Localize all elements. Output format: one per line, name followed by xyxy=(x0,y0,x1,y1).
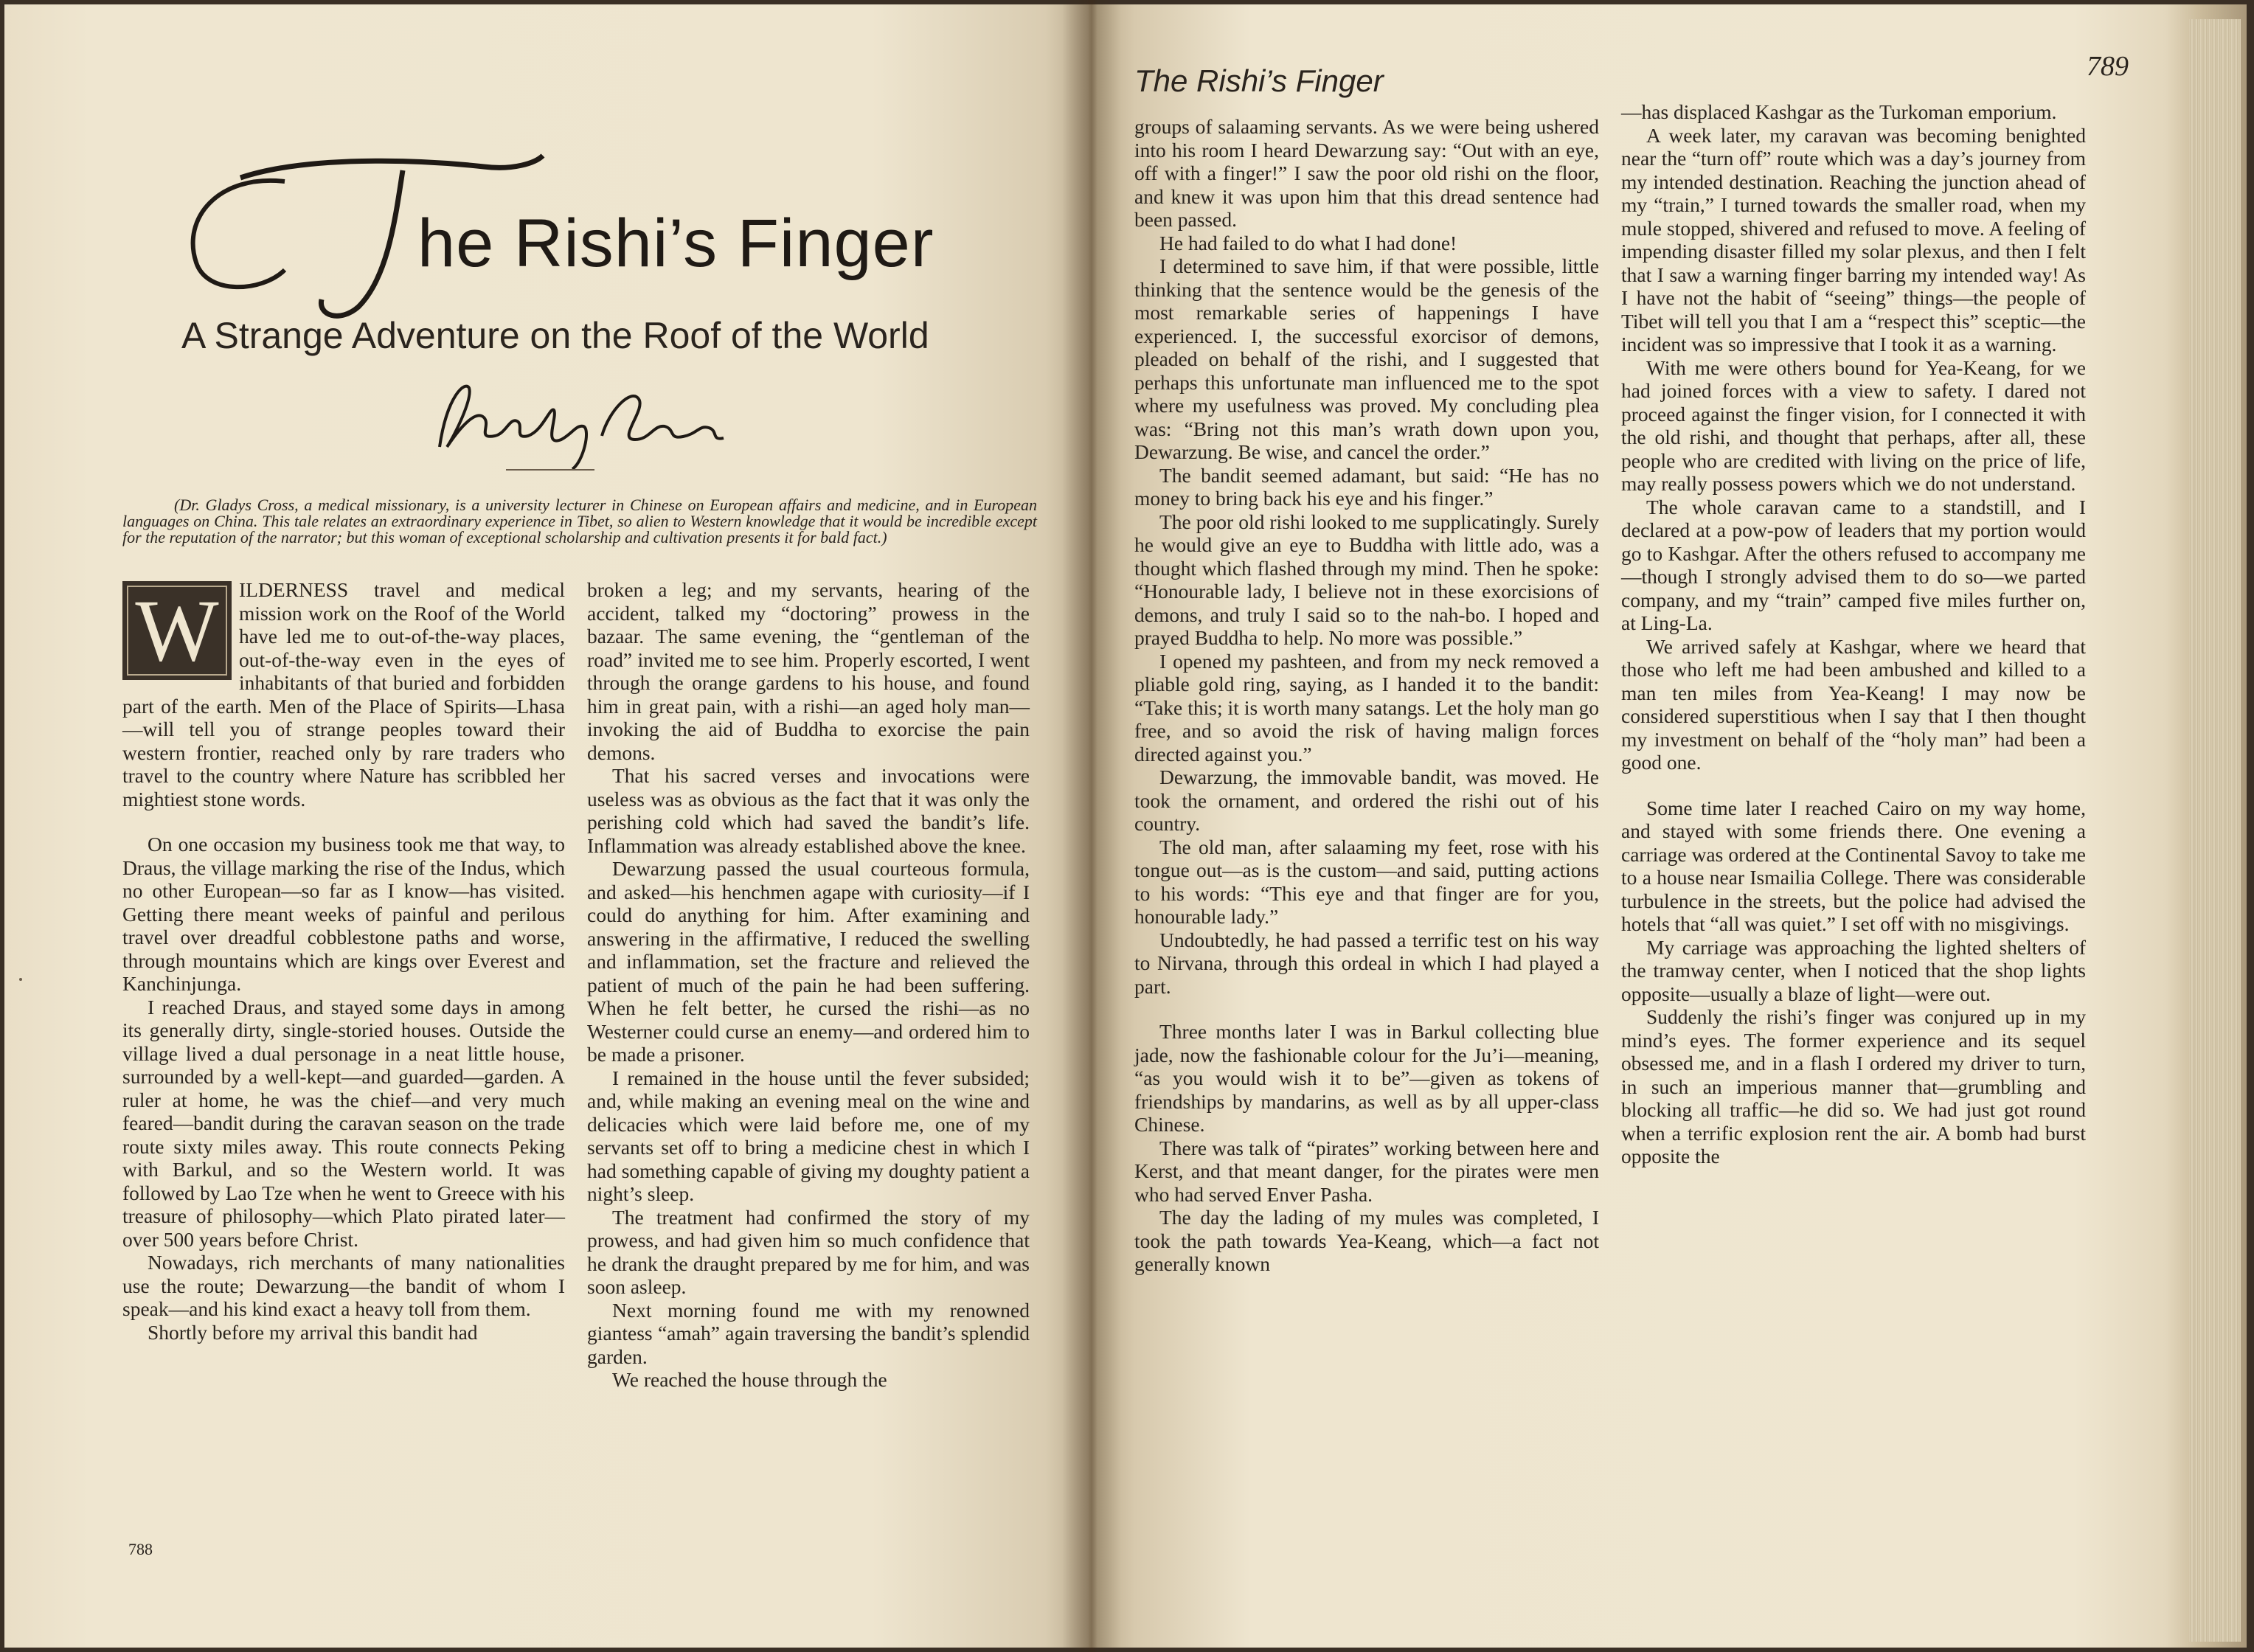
paragraph: On one occasion my business took me that way, to Draus, the village marking the rise of the Indus, which no other European—so far as I know—has visited. Getting there meant weeks of painful and perilous travel over dreadful cobblestone paths and worse, through mountains which are kings over Everest and Kanchinjunga. xyxy=(122,833,565,995)
page-speck xyxy=(19,978,22,981)
author-signature xyxy=(425,366,735,476)
paragraph: Dewarzung, the immovable bandit, was moved. He took the ornament, and ordered the rishi out of his country. xyxy=(1134,766,1599,835)
paragraph: My carriage was approaching the lighted shelters of the tramway center, when I noticed that the shop lights opposite—usually a blaze of light—were out. xyxy=(1621,935,2086,1005)
left-column-1 xyxy=(122,578,565,1344)
paragraph: I reached Draus, and stayed some days in among its generally dirty, single-storied houses. Outside the village lived a dual personage in a neat little house, surrounded by a well-kept—and guarded—garden. A ruler at home, he was the chief—and very much feared—bandit during the caravan season on the trade route sixty miles away. This route connects Peking with Barkul, and so the Western world. It was followed by Lao Tze when he went to Greece with his treasure of philosophy—which Plato pirated later—over 500 years before Christ. xyxy=(122,995,565,1251)
right-page xyxy=(1089,4,2247,1648)
right-column-2 xyxy=(1621,100,2086,1168)
drop-cap: W xyxy=(122,581,232,680)
article-title xyxy=(417,205,934,282)
paragraph: The treatment had confirmed the story of my prowess, and had given him so much confidence that he drank the draught prepared by me for him, and was soon asleep. xyxy=(587,1205,1030,1298)
running-header-title: The Rishi’s Finger xyxy=(1134,63,1384,98)
right-column-1 xyxy=(1134,115,1599,1276)
paragraph: Some time later I reached Cairo on my way home, and stayed with some friends there. One evening a carriage was ordered at the Continental Savoy to take me to a house near Ismailia College. There was considerable turbulence in the streets, but the police had advised the hotels that “all was quiet.” I set off with no misgivings. xyxy=(1621,796,2086,935)
paragraph: Shortly before my arrival this bandit had xyxy=(148,1320,478,1344)
paragraph: The day the lading of my mules was completed, I took the path towards Yea-Keang, which—a fact not generally known xyxy=(1134,1206,1599,1275)
paragraph: The old man, after salaaming my feet, rose with his tongue out—as is the custom—and said, putting actions to his words: “This eye and that finger are for you, honourable lady.” xyxy=(1134,835,1599,928)
paragraph: broken a leg; and my servants, hearing of the accident, talked my “doctoring” prowess in the bazaar. The same evening, the “gentleman of the road” invited me to see him. Properly escorted, I went through the orange gardens to his house, and found him in great pain, with a rishi—an aged holy man—invoking the aid of Buddha to exorcise the pain demons. xyxy=(587,578,1030,764)
paragraph: I determined to save him, if that were possible, little thinking that the sentence would be the genesis of the most remarkable series of happenings I have experienced. I, the successful exorcisor of demons, pleaded on behalf of the rishi, and I suggested that perhaps this unfortunate man influenced me to the spot where my usefulness was proved. My concluding plea was: “Bring not this man’s wrath down upon you, Dewarzung. Be wise, and cancel the order.” xyxy=(1134,254,1599,463)
paragraph: That his sacred verses and invocations were useless was as obvious as the fact that it was only the perishing cold which had saved the bandit’s life. Inflammation was already established above the knee. xyxy=(587,764,1030,857)
intro-text: (Dr. Gladys Cross, a medical missionary, is a university lecturer in Chinese on European affairs and medicine, and in European languages on China. This tale relates an extraordinary experience in Tibet, so alien to Western knowledge that it would be incredible except for the reputation of the narrator; but this woman of exceptional scholarship and cultivation presents it for bald fact.) xyxy=(122,496,1037,546)
paragraph: Undoubtedly, he had passed a terrific test on his way to Nirvana, through this ordeal in which I had played a part. xyxy=(1134,928,1599,998)
paragraph: Nowadays, rich merchants of many nationalities use the route; Dewarzung—the bandit of whom I speak—and his kind exact a heavy toll from them. xyxy=(122,1251,565,1320)
paragraph: A week later, my caravan was becoming benighted near the “turn off” route which was a day’s journey from my intended destination. Reaching the junction ahead of my “train,” I turned towards the smaller road, when my mule stopped, shivered and refused to move. A feeling of impending disaster filled my solar plexus, and then I felt that I saw a warning finger barring my intended way! As I have not the habit of “seeing” things—the people of Tibet will tell you that I am a “respect this” sceptic—the incident was so impressive that I took it as a warning. xyxy=(1621,123,2086,355)
byline-divider xyxy=(506,469,594,471)
paragraph: Three months later I was in Barkul collecting blue jade, now the fashionable colour for the Ju’i—meaning, “as you would wish it to be”—given as tokens of friendships by mandarins, as well as by all upper-class Chinese. xyxy=(1134,1020,1599,1136)
article-subtitle: A Strange Adventure on the Roof of the World xyxy=(181,315,929,356)
paragraph: —has displaced Kashgar as the Turkoman emporium. xyxy=(1621,100,2057,123)
paragraph: Next morning found me with my renowned giantess “amah” again traversing the bandit’s splendid garden. xyxy=(587,1298,1030,1368)
left-page xyxy=(4,4,1089,1648)
paragraph: I remained in the house until the fever subsided; and, while making an evening meal on the wine and delicacies which were laid before me, one of my servants set off to bring a medicine chest in which I had something capable of giving my doughty patient a night’s sleep. xyxy=(587,1066,1030,1205)
paragraph: With me were others bound for Yea-Keang, for we had joined forces with a view to safety. I dared not proceed against the finger vision, for I connected it with the old rishi, and thought that perhaps, after all, these people who are credited with living on the price of life, may really possess powers which we do not understand. xyxy=(1621,355,2086,495)
paragraph: The bandit seemed adamant, but said: “He has no money to bring back his eye and his finger.” xyxy=(1134,463,1599,510)
right-page-number: 789 xyxy=(2087,51,2129,82)
left-page-number: 788 xyxy=(128,1540,153,1558)
paragraph: groups of salaaming servants. As we were being ushered into his room I heard Dewarzung say: “Out with an eye, off with a finger!” I saw the poor old rishi on the floor, and knew it was upon him that this dread sentence had been passed. xyxy=(1134,115,1599,231)
editorial-intro xyxy=(122,497,1037,546)
left-column-2 xyxy=(587,578,1030,1392)
paragraph: We reached the house through the xyxy=(612,1368,887,1391)
paragraph: He had failed to do what I had done! xyxy=(1159,231,1457,254)
page-edges xyxy=(2189,19,2241,1642)
paragraph: The whole caravan came to a standstill, and I declared at a pow-pow of leaders that my portion would go to Kashgar. After the others refused to accompany me—though I strongly advised them to do so—we parted company, and my “train” camped five miles further on, at Ling-La. xyxy=(1621,495,2086,634)
paragraph: Dewarzung passed the usual courteous formula, and asked—his henchmen agape with curiosity—if I could do anything for him. After examining and answering in the affirmative, I reduced the swelling and inflammation, set the fracture and relieved the patient of much of the pain he had been suffering. When he felt better, he cursed the rishi—as no Westerner could curse an enemy—and ordered him to be made a prisoner. xyxy=(587,857,1030,1066)
paragraph: ILDERNESS travel and medical mission work on the Roof of the World have led me to out-of-the-way places, out-of-the-way even in the eyes of inhabitants of that buried and forbidden part of the earth. Men of the Place of Spirits—Lhasa—will tell you of strange peoples toward their western frontier, reached only by rare traders who travel to the country where Nature has scribbled her mightiest stone words. xyxy=(122,578,565,811)
paragraph: There was talk of “pirates” working between here and Kerst, and that meant danger, for the pirates were men who had served Enver Pasha. xyxy=(1134,1136,1599,1206)
paragraph: We arrived safely at Kashgar, where we heard that those who left me had been ambushed and killed to a man ten miles from Yea-Keang! I may now be considered superstitious when I say that I then thought my investment on behalf of the “holy man” had been a good one. xyxy=(1621,634,2086,774)
title-text: he Rishi’s Finger xyxy=(417,206,934,281)
paragraph: I opened my pashteen, and from my neck removed a pliable gold ring, saying, as I handed it to the bandit: “Take this; it is worth many satangs. Let the holy man go free, and so avoid the risk of having malign forces directed against you.” xyxy=(1134,649,1599,766)
paragraph: Suddenly the rishi’s finger was conjured up in my mind’s eyes. The former experience and its sequel obsessed me, and in a flash I ordered my driver to turn, in such an imperious manner that—grumbling and blocking all traffic—he did so. We had just got round when a terrific explosion rent the air. A bomb had burst opposite the xyxy=(1621,1005,2086,1167)
paragraph: The poor old rishi looked to me supplicatingly. Surely he would give an eye to Buddha with little ado, was a thought which flashed through my mind. Then he spoke: “Honourable lady, I believe not in these exorcisions of demons, and truly I said so to the nah-bo. I hoped and prayed Buddha to help. No more was possible.” xyxy=(1134,510,1599,649)
